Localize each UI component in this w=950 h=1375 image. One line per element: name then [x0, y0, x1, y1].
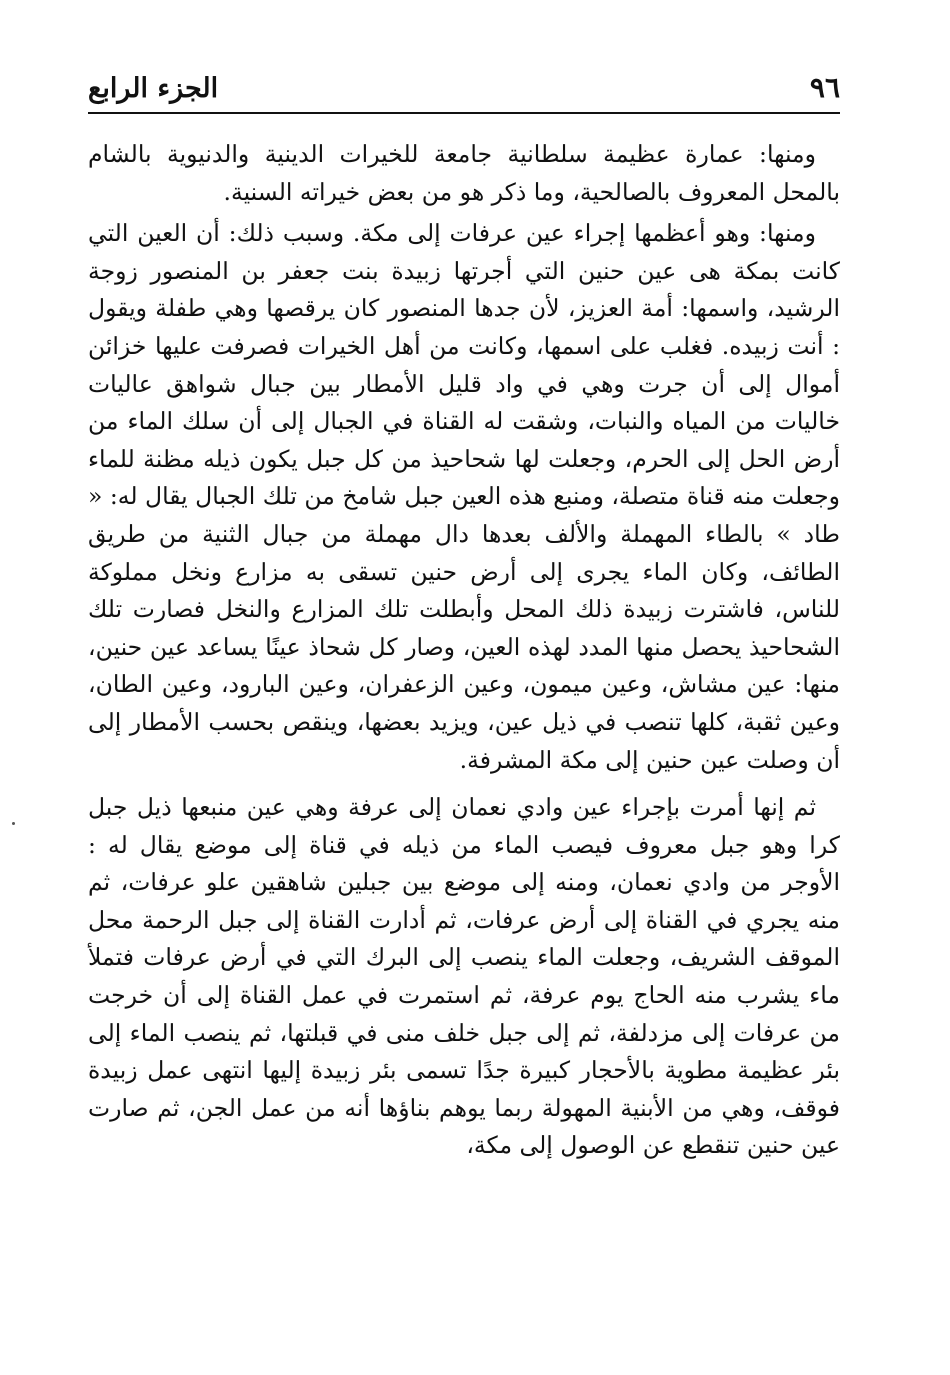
paragraph-wadi-numan: ثم إنها أمرت بإجراء عين وادي نعمان إلى عرفة وهي عين منبعها ذيل جبل كرا وهو جبل معروف فيصب الماء من ذيله في قناة إلى موضع يقال له : الأوجر من وادي نعمان، ومنه إلى موضع بين جبلين شاهقين علو عرفات، ثم منه يجري في القناة إلى أرض عرفات، ثم أدارت القناة إلى جبل الرحمة محل الموقف الشريف، وجعلت الماء ينصب إلى البرك التي في أرض عرفات فتملأ ماء يشرب منه الحاج يوم عرفة، ثم استمرت في عمل القناة إلى أن خرجت من عرفات إلى مزدلفة، ثم إلى جبل خلف منى في قبلتها، ثم ينصب الماء إلى بئر عظيمة مطوية بالأحجار كبيرة جدًا تسمى بئر زبيدة إليها انتهى عمل زبيدة فوقف، وهي من الأبنية المهولة ربما يوهم بناؤها أنه من عمل الجن، ثم صارت عين حنين تنقطع عن الوصول إلى مكة، [88, 793, 840, 1160]
running-header [88, 62, 840, 114]
chapter-title: الجزء الرابع [88, 73, 219, 104]
book-page [88, 62, 840, 1169]
paragraph-ain-arafat: ومنها: وهو أعظمها إجراء عين عرفات إلى مكة. وسبب ذلك: أن العين التي كانت بمكة هى عين حنين التي أجرتها زبيدة بنت جعفر بن المنصور زوجة الرشيد، واسمها: أمة العزيز، لأن جدها المنصور كان يرقصها وهي طفلة ويقول : أنت زبيده. فغلب على اسمها، وكانت من أهل الخيرات فصرفت عليها خزائن أموال إلى أن جرت وهي في واد قليل الأمطار بين جبال شواهق عاليات خاليات من المياه والنبات، وشقت له القناة في الجبال إلى أن سلك الماء من أرض الحل إلى الحرم، وجعلت لها شحاحيذ من كل جبل يكون ذيله مظنة للماء وجعلت منه قناة متصلة، ومنبع هذه العين جبل شامخ من تلك الجبال يقال له: « طاد » بالطاء المهملة والألف بعدها دال مهملة من جبال الثنية من طريق الطائف، وكان الماء يجرى إلى أرض حنين تسقى به مزارع ونخل مملوكة للناس، فاشترت زبيدة ذلك المحل وأبطلت تلك المزارع والنخل فصارت تلك الشحاحيذ يحصل منها المدد لهذه العين، وصار كل شحاذ عينًا يساعد عين حنين، منها: عين مشاش، وعين ميمون، وعين الزعفران، وعين البارود، وعين الطان، وعين ثقبة، كلها تنصب في ذيل عين، ويزيد بعضها، وينقص بحسب الأمطار إلى أن وصلت عين حنين إلى مكة المشرفة. [88, 219, 840, 774]
body-text [88, 136, 840, 1165]
page-number: ٩٦ [809, 71, 840, 104]
scan-speck [12, 822, 15, 825]
paragraph-salihiya: ومنها: عمارة عظيمة سلطانية جامعة للخيرات الدينية والدنيوية بالشام بالمحل المعروف بالصالحية، وما ذكر هو من بعض خيراته السنية. [88, 140, 840, 206]
